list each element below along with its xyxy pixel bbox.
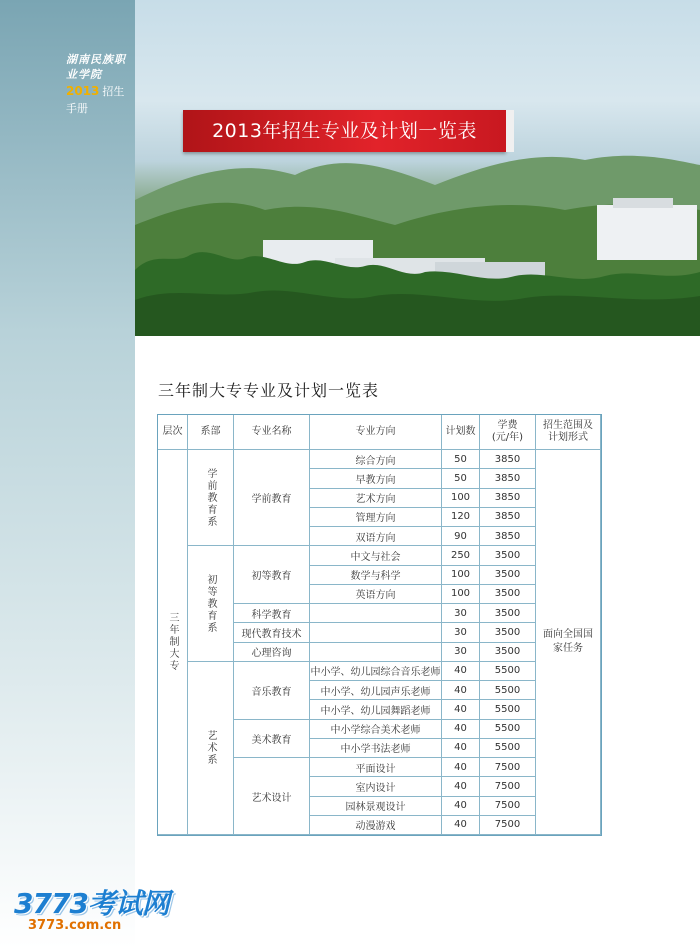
fee-cell	[480, 797, 536, 816]
fee-cell-text: 3850	[494, 530, 521, 542]
plan-cell-text: 40	[454, 684, 467, 696]
direction-cell	[310, 681, 442, 700]
fee-cell	[480, 720, 536, 739]
fee-cell-text: 5500	[494, 723, 521, 735]
major-cell	[234, 623, 310, 642]
header-plan-text: 计划数	[445, 426, 476, 437]
banner-title-box	[183, 110, 506, 152]
dept-text: 学前教育系	[205, 467, 216, 528]
plan-cell	[442, 643, 480, 662]
fee-cell-text: 3500	[494, 626, 521, 638]
header-scope-text: 招生范围及 计划形式	[543, 420, 593, 443]
brand-block	[66, 52, 135, 116]
campus-banner-image	[135, 0, 700, 336]
fee-cell-text: 5500	[494, 703, 521, 715]
header-level	[158, 415, 188, 450]
fee-cell-text: 3500	[494, 569, 521, 581]
plan-cell-text: 30	[454, 607, 467, 619]
dept-cell	[188, 546, 234, 662]
direction-cell-text: 英语方向	[355, 590, 396, 602]
direction-cell-text: 动漫游戏	[355, 821, 396, 833]
plan-cell-text: 40	[454, 665, 467, 677]
header-fee	[480, 415, 536, 450]
direction-cell-text: 园林景观设计	[345, 802, 406, 814]
major-cell	[234, 662, 310, 720]
plan-cell-text: 30	[454, 646, 467, 658]
fee-cell-text: 3850	[494, 453, 521, 465]
plan-cell-text: 40	[454, 742, 467, 754]
plan-cell	[442, 816, 480, 835]
plan-cell	[442, 469, 480, 488]
direction-cell	[310, 566, 442, 585]
plan-cell-text: 40	[454, 780, 467, 792]
direction-cell-text: 艺术方向	[355, 494, 396, 506]
campus-landscape-illustration	[135, 0, 700, 336]
admissions-table	[157, 414, 602, 836]
dept-cell	[188, 662, 234, 835]
major-cell	[234, 643, 310, 662]
fee-cell	[480, 604, 536, 623]
plan-cell-text: 50	[454, 453, 467, 465]
major-cell-text: 音乐教育	[251, 686, 292, 698]
direction-cell	[310, 720, 442, 739]
fee-cell-text: 3500	[494, 646, 521, 658]
fee-cell	[480, 739, 536, 758]
major-cell-text: 现代教育技术	[241, 628, 302, 640]
plan-cell	[442, 797, 480, 816]
direction-cell	[310, 508, 442, 527]
major-cell	[234, 450, 310, 546]
plan-cell	[442, 604, 480, 623]
direction-cell-text: 早教方向	[355, 474, 396, 486]
header-dept-text: 系部	[200, 426, 221, 437]
plan-cell	[442, 508, 480, 527]
fee-cell-text: 5500	[494, 742, 521, 754]
plan-cell	[442, 662, 480, 681]
plan-cell-text: 40	[454, 703, 467, 715]
direction-cell-text: 中小学、幼儿园综合音乐老师	[310, 667, 441, 679]
direction-cell-text: 管理方向	[355, 513, 396, 525]
major-cell	[234, 546, 310, 604]
fee-cell-text: 7500	[494, 800, 521, 812]
plan-cell-text: 40	[454, 819, 467, 831]
plan-cell	[442, 739, 480, 758]
direction-cell	[310, 662, 442, 681]
section-title: 三年制大专专业及计划一览表	[158, 381, 380, 400]
fee-cell	[480, 527, 536, 546]
direction-cell	[310, 450, 442, 469]
plan-cell-text: 100	[450, 588, 471, 600]
dept-text: 艺术系	[205, 729, 216, 766]
dept-text: 初等教育系	[205, 573, 216, 634]
fee-cell	[480, 566, 536, 585]
fee-cell	[480, 758, 536, 777]
header-plan	[442, 415, 480, 450]
fee-cell	[480, 662, 536, 681]
fee-cell-text: 7500	[494, 780, 521, 792]
brand-guide: 招生手册	[66, 85, 125, 115]
fee-cell	[480, 816, 536, 835]
plan-cell-text: 50	[454, 472, 467, 484]
direction-cell-text: 室内设计	[355, 782, 396, 794]
major-cell	[234, 758, 310, 835]
direction-cell-text: 中小学、幼儿园舞蹈老师	[320, 705, 431, 717]
direction-cell-text: 平面设计	[355, 763, 396, 775]
scope-cell	[536, 450, 601, 835]
fee-cell-text: 3850	[494, 511, 521, 523]
footer-watermark-logo	[14, 882, 169, 933]
major-cell-text: 学前教育	[251, 494, 292, 506]
school-name: 湖南民族职业学院	[66, 53, 126, 81]
fee-cell-text: 3500	[494, 549, 521, 561]
direction-cell	[310, 604, 442, 623]
fee-cell	[480, 508, 536, 527]
fee-cell	[480, 623, 536, 642]
direction-cell	[310, 643, 442, 662]
fee-cell	[480, 585, 536, 604]
plan-cell	[442, 546, 480, 565]
footer-logo-big: 3773考试网	[14, 887, 169, 920]
major-cell	[234, 720, 310, 759]
direction-cell-text: 双语方向	[355, 532, 396, 544]
plan-cell	[442, 777, 480, 796]
brand-year: 2013	[66, 84, 100, 98]
fee-cell	[480, 546, 536, 565]
plan-cell-text: 30	[454, 626, 467, 638]
fee-cell-text: 3500	[494, 607, 521, 619]
header-direction-text: 专业方向	[355, 426, 396, 437]
direction-cell-text: 中小学、幼儿园声乐老师	[320, 686, 431, 698]
footer-logo-small: 3773.com.cn	[28, 918, 122, 933]
direction-cell	[310, 585, 442, 604]
direction-cell	[310, 623, 442, 642]
fee-cell	[480, 643, 536, 662]
header-major	[234, 415, 310, 450]
direction-cell	[310, 546, 442, 565]
fee-cell-text: 3850	[494, 472, 521, 484]
major-cell-text: 科学教育	[251, 609, 292, 621]
direction-cell	[310, 777, 442, 796]
plan-cell-text: 250	[450, 549, 471, 561]
level-cell	[158, 450, 188, 835]
plan-cell	[442, 720, 480, 739]
plan-cell-text: 40	[454, 800, 467, 812]
direction-cell-text: 中小学综合美术老师	[330, 725, 421, 737]
direction-cell-text: 数学与科学	[350, 571, 401, 583]
header-level-text: 层次	[162, 426, 183, 437]
header-fee-text: 学费 (元/年)	[491, 420, 524, 443]
left-sidebar-band	[0, 0, 135, 949]
header-direction	[310, 415, 442, 450]
plan-cell	[442, 681, 480, 700]
direction-cell-text: 中文与社会	[350, 551, 401, 563]
major-cell-text: 心理咨询	[251, 648, 292, 660]
plan-cell-text: 40	[454, 761, 467, 773]
plan-cell-text: 100	[450, 569, 471, 581]
fee-cell-text: 7500	[494, 761, 521, 773]
direction-cell	[310, 739, 442, 758]
plan-cell	[442, 758, 480, 777]
fee-cell	[480, 469, 536, 488]
fee-cell-text: 5500	[494, 684, 521, 696]
major-cell-text: 艺术设计	[251, 792, 292, 804]
fee-cell	[480, 777, 536, 796]
plan-cell-text: 40	[454, 723, 467, 735]
major-cell	[234, 604, 310, 623]
header-major-text: 专业名称	[251, 426, 292, 437]
direction-cell	[310, 469, 442, 488]
plan-cell	[442, 450, 480, 469]
direction-cell-text: 综合方向	[355, 455, 396, 467]
scope-text: 面向全国国家任务	[543, 629, 593, 654]
major-cell-text: 初等教育	[251, 571, 292, 583]
direction-cell	[310, 700, 442, 719]
direction-cell	[310, 758, 442, 777]
direction-cell	[310, 797, 442, 816]
direction-cell	[310, 816, 442, 835]
plan-cell	[442, 700, 480, 719]
plan-cell	[442, 527, 480, 546]
direction-cell	[310, 527, 442, 546]
fee-cell-text: 7500	[494, 819, 521, 831]
plan-cell-text: 120	[450, 511, 471, 523]
fee-cell	[480, 681, 536, 700]
fee-cell	[480, 489, 536, 508]
plan-cell-text: 100	[450, 492, 471, 504]
banner-title: 2013年招生专业及计划一览表	[212, 120, 477, 142]
plan-cell-text: 90	[454, 530, 467, 542]
fee-cell	[480, 700, 536, 719]
header-scope	[536, 415, 601, 450]
fee-cell	[480, 450, 536, 469]
direction-cell-text: 中小学书法老师	[340, 744, 411, 756]
major-cell-text: 美术教育	[251, 734, 292, 746]
plan-cell	[442, 489, 480, 508]
title-accent-bar	[506, 110, 514, 152]
plan-cell	[442, 566, 480, 585]
direction-cell	[310, 489, 442, 508]
plan-cell	[442, 623, 480, 642]
header-dept	[188, 415, 234, 450]
fee-cell-text: 5500	[494, 665, 521, 677]
plan-cell	[442, 585, 480, 604]
fee-cell-text: 3850	[494, 492, 521, 504]
fee-cell-text: 3500	[494, 588, 521, 600]
dept-cell	[188, 450, 234, 546]
level-text: 三年制大专	[167, 612, 178, 672]
